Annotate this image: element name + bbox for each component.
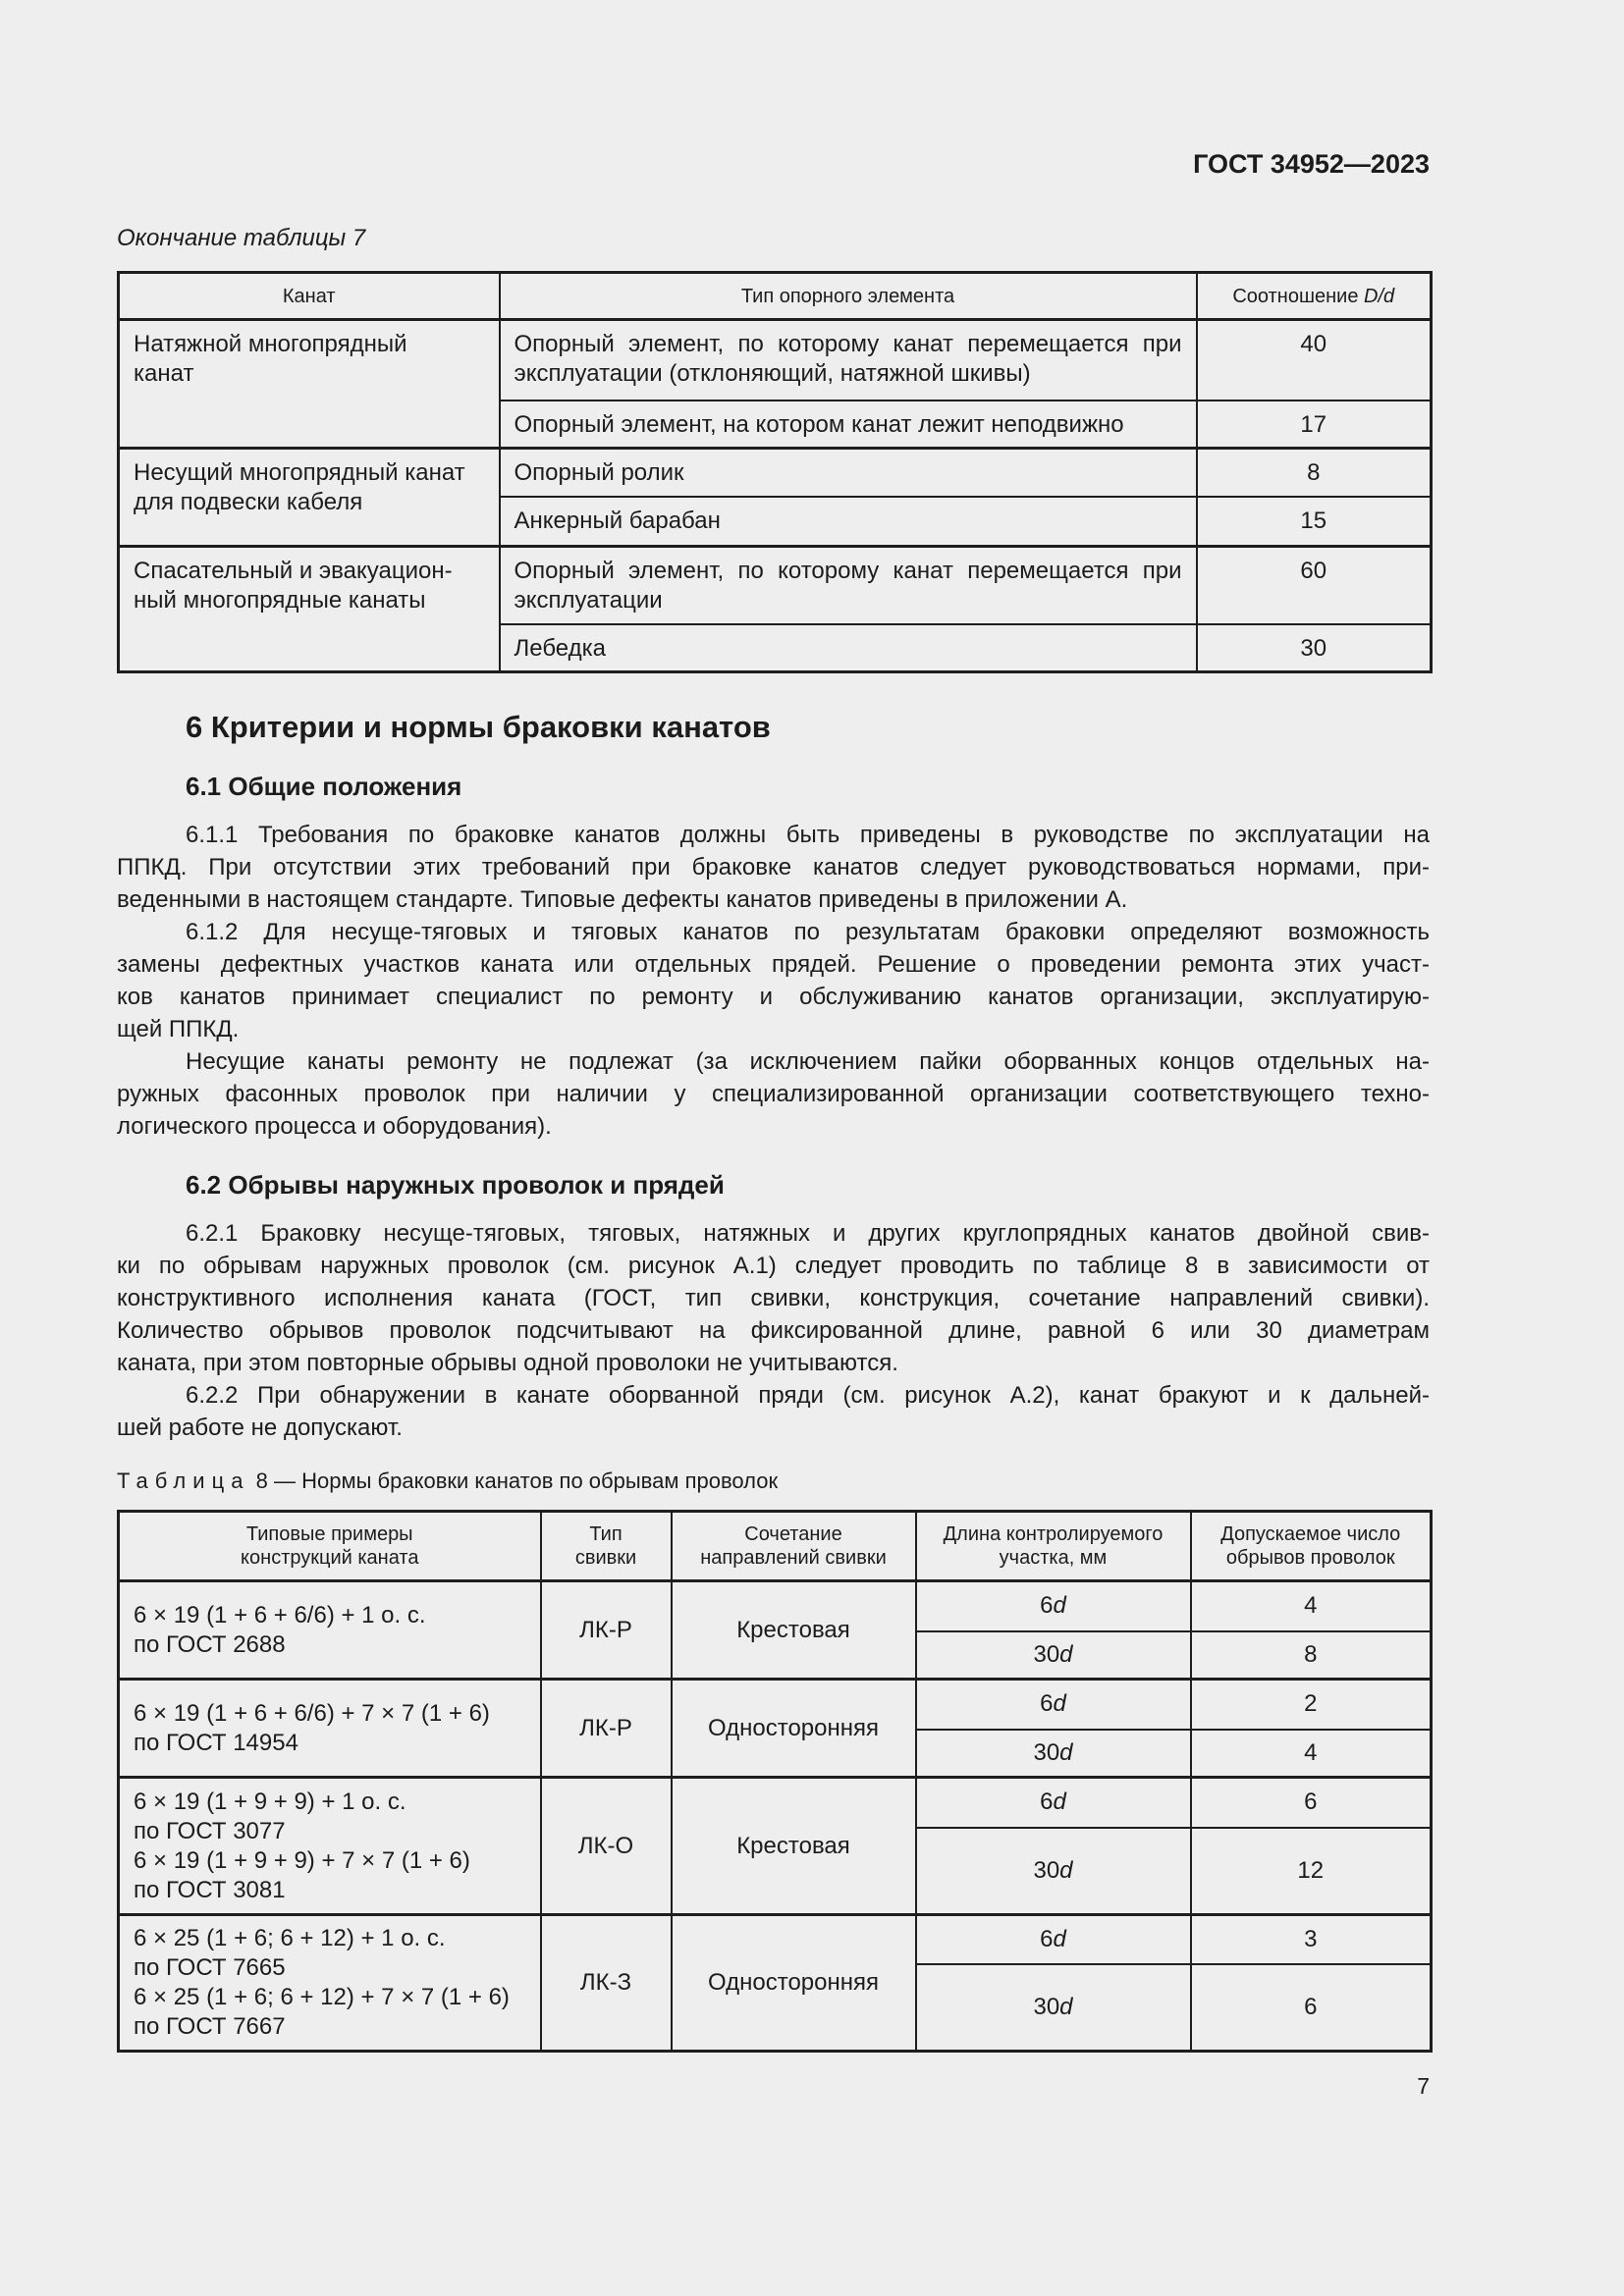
- section-length-cell: [916, 1828, 1191, 1915]
- paragraph-bearing-ropes: [117, 1045, 1430, 1143]
- column-header-lay-direction: Сочетание направлений свивки: [672, 1512, 916, 1581]
- section-6-2-heading: 6.2 Обрывы наружных проволок и прядей: [186, 1170, 725, 1200]
- table-8-caption-title: 8 — Нормы браковки канатов по обрывам проволок: [249, 1468, 779, 1493]
- paragraph-line: логического процесса и оборудования).: [117, 1113, 552, 1140]
- table-7: [117, 271, 1433, 673]
- table-7-continuation-caption: Окончание таблицы 7: [117, 225, 366, 251]
- length-value: 30: [1033, 1640, 1060, 1668]
- length-value: 30: [1033, 1993, 1060, 2020]
- section-length-cell: [916, 1964, 1191, 2052]
- construction-cell: 6 × 19 (1 + 6 + 6/6) + 7 × 7 (1 + 6) по ГОСТ 14954: [119, 1680, 541, 1778]
- paragraph-line: шей работе не допускают.: [117, 1415, 403, 1441]
- paragraph-line: каната, при этом повторные обрывы одной проволоки не учитываются.: [117, 1350, 898, 1376]
- paragraph-line: Количество обрывов проволок подсчитывают на фиксированной длине, равной 6 или 30 диаметрам: [117, 1317, 1430, 1344]
- cell-line: эксплуатации (отклоняющий, натяжной шкивы): [514, 360, 1031, 387]
- length-unit: d: [1053, 1592, 1066, 1620]
- table-row: [119, 1778, 1432, 1828]
- ratio-cell: 60: [1197, 547, 1432, 624]
- ratio-cell: 17: [1197, 400, 1432, 449]
- table-row: [119, 449, 1432, 497]
- construction-cell: 6 × 19 (1 + 6 + 6/6) + 1 о. с. по ГОСТ 2688: [119, 1581, 541, 1680]
- table-row: [119, 547, 1432, 624]
- section-length-cell: [916, 1915, 1191, 1964]
- length-value: 6: [1040, 1789, 1054, 1816]
- length-value: 30: [1033, 1856, 1060, 1884]
- page-number: 7: [1417, 2073, 1430, 2099]
- section-length-cell: [916, 1581, 1191, 1631]
- ratio-header-label: Соотношение: [1232, 285, 1365, 307]
- support-element-cell: [500, 497, 1197, 547]
- paragraph-line: ков канатов принимает специалист по ремонту и обслуживанию канатов организации, эксплуатирую-: [117, 984, 1430, 1010]
- length-unit: d: [1059, 1640, 1073, 1668]
- length-unit: d: [1053, 1789, 1066, 1816]
- table-8: [117, 1510, 1433, 2053]
- column-header-lay-type: Тип свивки: [541, 1512, 672, 1581]
- paragraph-line: конструктивного исполнения каната (ГОСТ, тип свивки, конструкция, сочетание направлений свивки).: [117, 1285, 1430, 1311]
- construction-cell: 6 × 19 (1 + 9 + 9) + 1 о. с. по ГОСТ 3077 6 × 19 (1 + 9 + 9) + 7 × 7 (1 + 6) по ГОСТ 3081: [119, 1778, 541, 1915]
- length-unit: d: [1059, 1993, 1073, 2020]
- section-length-cell: [916, 1730, 1191, 1778]
- section-length-cell: [916, 1778, 1191, 1828]
- paragraph-6-1-1: [117, 819, 1430, 916]
- paragraph-6-2-1: [117, 1217, 1430, 1379]
- lay-direction-cell: Односторонняя: [672, 1680, 916, 1778]
- ratio-cell: 30: [1197, 624, 1432, 672]
- table-header-row: [119, 273, 1432, 320]
- ratio-cell: 8: [1197, 449, 1432, 497]
- lay-type-cell: ЛК-Р: [541, 1680, 672, 1778]
- table-8-caption-label: Таблица: [117, 1468, 250, 1493]
- ratio-cell: 40: [1197, 320, 1432, 400]
- length-unit: d: [1053, 1925, 1066, 1952]
- cell-line: Анкерный барабан: [514, 507, 721, 534]
- table-row: [119, 1581, 1432, 1631]
- cell-line: эксплуатации: [514, 587, 663, 614]
- column-header-ratio: [1197, 273, 1432, 320]
- ratio-header-symbol: D/d: [1364, 285, 1395, 307]
- table-row: [119, 1680, 1432, 1730]
- cell-line: Лебедка: [514, 634, 607, 662]
- paragraph-line: 6.2.2 При обнаружении в канате оборванной пряди (см. рисунок А.2), канат бракуют и к дальней-: [186, 1382, 1430, 1409]
- rope-type-cell: Спасательный и эвакуацион- ный многопрядные канаты: [119, 547, 500, 672]
- column-header-allowed-breaks: Допускаемое число обрывов проволок: [1191, 1512, 1432, 1581]
- paragraph-line: 6.2.1 Браковку несуще-тяговых, тяговых, натяжных и других круглопрядных канатов двойной свив-: [186, 1220, 1430, 1247]
- lay-direction-cell: Односторонняя: [672, 1915, 916, 2052]
- construction-cell: 6 × 25 (1 + 6; 6 + 12) + 1 о. с. по ГОСТ 7665 6 × 25 (1 + 6; 6 + 12) + 7 × 7 (1 + 6) по ГОСТ 7667: [119, 1915, 541, 2052]
- section-6-heading: 6 Критерии и нормы браковки канатов: [186, 710, 771, 744]
- section-6-1-text: [117, 819, 1430, 1143]
- section-length-cell: [916, 1631, 1191, 1680]
- allowed-breaks-cell: 8: [1191, 1631, 1432, 1680]
- ratio-cell: 15: [1197, 497, 1432, 547]
- column-header-section-length: Длина контролируемого участка, мм: [916, 1512, 1191, 1581]
- support-element-cell: [500, 547, 1197, 624]
- allowed-breaks-cell: 4: [1191, 1581, 1432, 1631]
- support-element-cell: [500, 624, 1197, 672]
- allowed-breaks-cell: 3: [1191, 1915, 1432, 1964]
- table-row: [119, 1915, 1432, 1964]
- paragraph-line: 6.1.1 Требования по браковке канатов должны быть приведены в руководстве по эксплуатации на: [186, 822, 1430, 848]
- section-length-cell: [916, 1680, 1191, 1730]
- allowed-breaks-cell: 6: [1191, 1964, 1432, 2052]
- cell-line: Опорный элемент, по которому канат перемещается при: [514, 558, 1182, 584]
- support-element-cell: [500, 320, 1197, 400]
- length-value: 6: [1040, 1592, 1054, 1620]
- lay-direction-cell: Крестовая: [672, 1581, 916, 1680]
- length-value: 6: [1040, 1925, 1054, 1952]
- length-unit: d: [1053, 1690, 1066, 1718]
- paragraph-6-2-2: [117, 1379, 1430, 1444]
- paragraph-line: ППКД. При отсутствии этих требований при браковке канатов следует руководствоваться нормами, при-: [117, 854, 1430, 881]
- paragraph-line: замены дефектных участков каната или отдельных прядей. Решение о проведении ремонта этих участ-: [117, 951, 1430, 978]
- length-value: 30: [1033, 1738, 1060, 1766]
- section-6-2-text: [117, 1217, 1430, 1444]
- allowed-breaks-cell: 6: [1191, 1778, 1432, 1828]
- column-header-support-element: Тип опорного элемента: [500, 273, 1197, 320]
- paragraph-line: ружных фасонных проволок при наличии у специализированной организации соответствующего техно-: [117, 1081, 1430, 1107]
- paragraph-line: 6.1.2 Для несуще-тяговых и тяговых канатов по результатам браковки определяют возможность: [186, 919, 1430, 945]
- cell-line: Опорный ролик: [514, 459, 684, 486]
- length-unit: d: [1059, 1738, 1073, 1766]
- section-6-1-heading: 6.1 Общие положения: [186, 772, 462, 801]
- support-element-cell: [500, 449, 1197, 497]
- paragraph-line: Несущие канаты ремонту не подлежат (за исключением пайки оборванных концов отдельных на-: [186, 1048, 1430, 1075]
- paragraph-6-1-2: [117, 916, 1430, 1045]
- paragraph-line: щей ППКД.: [117, 1016, 240, 1042]
- allowed-breaks-cell: 12: [1191, 1828, 1432, 1915]
- table-header-row: [119, 1512, 1432, 1581]
- rope-type-cell: Натяжной многопрядный канат: [119, 320, 500, 449]
- table-row: [119, 320, 1432, 400]
- paragraph-line: ки по обрывам наружных проволок (см. рисунок А.1) следует проводить по таблице 8 в зависимости от: [117, 1253, 1430, 1279]
- lay-type-cell: ЛК-Р: [541, 1581, 672, 1680]
- table-8-caption: [117, 1468, 778, 1495]
- lay-type-cell: ЛК-З: [541, 1915, 672, 2052]
- document-code: ГОСТ 34952—2023: [1193, 149, 1430, 179]
- length-value: 6: [1040, 1690, 1054, 1718]
- lay-direction-cell: Крестовая: [672, 1778, 916, 1915]
- allowed-breaks-cell: 2: [1191, 1680, 1432, 1730]
- paragraph-line: веденными в настоящем стандарте. Типовые дефекты канатов приведены в приложении А.: [117, 886, 1128, 913]
- column-header-construction: Типовые примеры конструкций каната: [119, 1512, 541, 1581]
- lay-type-cell: ЛК-О: [541, 1778, 672, 1915]
- cell-line: Опорный элемент, по которому канат перемещается при: [514, 331, 1182, 357]
- rope-type-cell: Несущий многопрядный канат для подвески кабеля: [119, 449, 500, 547]
- length-unit: d: [1059, 1856, 1073, 1884]
- support-element-cell: [500, 400, 1197, 449]
- column-header-rope: Канат: [119, 273, 500, 320]
- allowed-breaks-cell: 4: [1191, 1730, 1432, 1778]
- cell-line: Опорный элемент, на котором канат лежит неподвижно: [514, 410, 1124, 438]
